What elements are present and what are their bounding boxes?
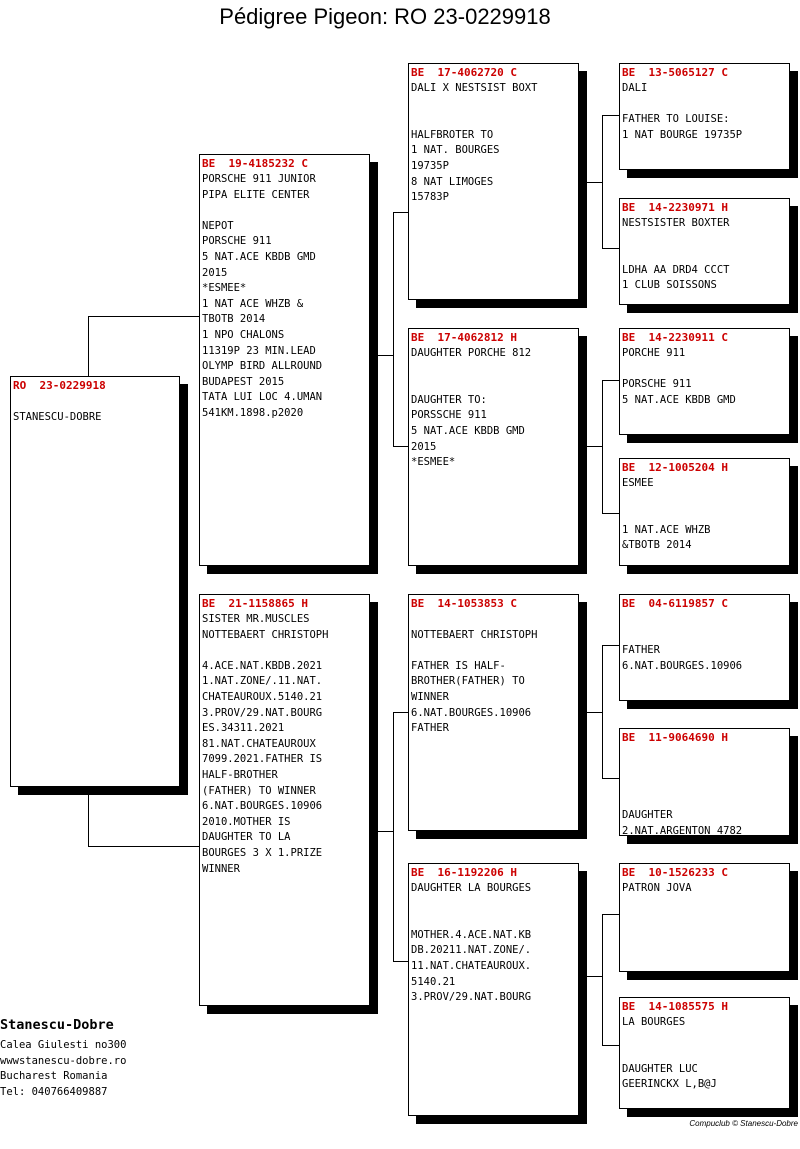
subject-ring-number: RO 23-0229918 [13, 379, 106, 392]
great-grandparent-ring-number: BE 14-2230911 C [622, 331, 728, 344]
spacer [411, 112, 576, 128]
spacer [411, 643, 576, 659]
connector-line [602, 115, 603, 249]
breeder-name: Stanescu-Dobre [0, 1017, 114, 1033]
connector-line [602, 380, 603, 514]
spacer [622, 492, 787, 508]
great-grandparent-card[interactable] [619, 458, 790, 566]
spacer [411, 612, 576, 628]
grandparent-ring-number: BE 16-1192206 H [411, 866, 517, 879]
great-grandparent-info: PORSCHE 911 5 NAT.ACE KBDB GMD [622, 378, 736, 406]
great-grandparent-card[interactable] [619, 997, 790, 1109]
great-grandparent-ring-number: BE 13-5065127 C [622, 66, 728, 79]
sire-card[interactable] [199, 154, 370, 566]
spacer [411, 362, 576, 378]
connector-line [393, 961, 408, 962]
connector-line [393, 712, 408, 713]
spacer [411, 897, 576, 913]
great-grandparent-card[interactable] [619, 728, 790, 836]
subject-name: STANESCU-DOBRE [13, 410, 102, 423]
spacer [622, 507, 787, 523]
great-grandparent-name: ESMEE [622, 477, 654, 489]
sire-ring-number: BE 19-4185232 C [202, 157, 308, 170]
grandparent-card[interactable] [408, 328, 579, 566]
grandparent-name: DAUGHTER LA BOURGES [411, 882, 532, 894]
spacer [622, 1031, 787, 1047]
great-grandparent-ring-number: BE 04-6119857 C [622, 597, 728, 610]
grandparent-info: MOTHER.4.ACE.NAT.KB DB.20211.NAT.ZONE/. 11.NAT.CHATEAUROUX. 5140.21 3.PROV/29.NAT.BOURG [411, 928, 532, 1004]
great-grandparent-card[interactable] [619, 198, 790, 305]
spacer [411, 912, 576, 928]
connector-line [88, 316, 89, 376]
spacer [622, 762, 787, 778]
connector-line [88, 316, 200, 317]
grandparent-card[interactable] [408, 863, 579, 1116]
breeder-website[interactable]: wwwstanescu-dobre.ro [0, 1054, 127, 1067]
great-grandparent-ring-number: BE 11-9064690 H [622, 731, 728, 744]
grandparent-ring-number: BE 17-4062812 H [411, 331, 517, 344]
sire-info: NEPOT PORSCHE 911 5 NAT.ACE KBDB GMD 2015 *ESMEE* 1 NAT ACE WHZB & TBOTB 2014 1 NPO CHALONS 11319P 23 MIN.LEAD OLYMP BIRD ALLROUND BUDAPEST 2015 TATA LUI LOC 4.UMAN 541KM.1898.p2020 [202, 219, 323, 419]
grandparent-card[interactable] [408, 63, 579, 300]
connector-line [602, 513, 620, 514]
connector-line [602, 115, 620, 116]
grandparent-info: DAUGHTER TO: PORSSCHE 911 5 NAT.ACE KBDB GMD 2015 *ESMEE* [411, 393, 525, 469]
dam-info: 4.ACE.NAT.KBDB.2021 1.NAT.ZONE/.11.NAT. CHATEAUROUX.5140.21 3.PROV/29.NAT.BOURG ES.34311.2021 81.NAT.CHATEAUROUX 7099.2021.FATHER IS HALF-BROTHER (FATHER) TO WINNER 6.NAT.BOURGES.10906 2010.MOTHER IS DAUGHTER TO LA BOURGES 3 X 1.PRIZE WINNER [202, 659, 323, 875]
grandparent-ring-number: BE 14-1053853 C [411, 597, 517, 610]
spacer [13, 394, 177, 410]
great-grandparent-info: FATHER TO LOUISE: 1 NAT BOURGE 19735P [622, 113, 743, 141]
great-grandparent-name: DALI [622, 82, 648, 94]
spacer [622, 612, 787, 628]
great-grandparent-ring-number: BE 10-1526233 C [622, 866, 728, 879]
great-grandparent-card[interactable] [619, 863, 790, 972]
connector-line [586, 712, 602, 713]
sire-name: PORSCHE 911 JUNIOR PIPA ELITE CENTER [202, 173, 316, 201]
spacer [622, 362, 787, 378]
breeder-info [0, 1016, 126, 1100]
spacer [622, 1046, 787, 1062]
connector-line [586, 446, 602, 447]
connector-line [602, 645, 603, 779]
dam-name: SISTER MR.MUSCLES NOTTEBAERT CHRISTOPH [202, 613, 329, 641]
subject-pigeon-card[interactable] [10, 376, 180, 787]
spacer [622, 793, 787, 809]
copyright-notice: Compuclub © Stanescu-Dobre [689, 1119, 798, 1128]
connector-line [602, 778, 620, 779]
great-grandparent-info: LDHA AA DRD4 CCCT 1 CLUB SOISSONS [622, 263, 730, 292]
connector-line [602, 914, 603, 1046]
connector-line [393, 446, 408, 447]
great-grandparent-name: NESTSISTER BOXTER [622, 217, 730, 229]
great-grandparent-card[interactable] [619, 328, 790, 435]
grandparent-name: DALI X NESTSIST BOXT [411, 82, 538, 94]
connector-line [393, 212, 394, 447]
great-grandparent-name: PATRON JOVA [622, 882, 692, 894]
great-grandparent-name: LA BOURGES [622, 1016, 686, 1028]
connector-line [602, 914, 620, 915]
connector-line [586, 182, 602, 183]
grandparent-ring-number: BE 17-4062720 C [411, 66, 517, 79]
connector-line [88, 793, 89, 846]
great-grandparent-ring-number: BE 14-2230971 H [622, 201, 728, 214]
spacer [202, 643, 367, 659]
great-grandparent-card[interactable] [619, 63, 790, 170]
spacer [411, 377, 576, 393]
connector-line [602, 1045, 620, 1046]
connector-line [88, 846, 200, 847]
spacer [622, 746, 787, 762]
great-grandparent-info: FATHER 6.NAT.BOURGES.10906 [622, 644, 743, 672]
connector-line [393, 712, 394, 962]
dam-card[interactable] [199, 594, 370, 1006]
great-grandparent-info: DAUGHTER 2.NAT.ARGENTON 4782 [622, 809, 743, 837]
spacer [622, 97, 787, 113]
great-grandparent-info: DAUGHTER LUC GEERINCKX L,B@J [622, 1062, 717, 1091]
page-title: Pédigree Pigeon: RO 23-0229918 [219, 4, 551, 29]
grandparent-name: DAUGHTER PORCHE 812 [411, 347, 532, 359]
connector-line [602, 380, 620, 381]
spacer [411, 97, 576, 113]
grandparent-name: NOTTEBAERT CHRISTOPH [411, 628, 538, 641]
spacer [202, 203, 367, 219]
connector-line [377, 831, 393, 832]
breeder-address: Calea Giulesti no300 [0, 1039, 127, 1051]
great-grandparent-ring-number: BE 12-1005204 H [622, 461, 728, 474]
breeder-city: Bucharest Romania [0, 1070, 108, 1082]
connector-line [602, 248, 620, 249]
great-grandparent-name: PORCHE 911 [622, 347, 686, 359]
connector-line [602, 645, 620, 646]
connector-line [586, 976, 602, 977]
grandparent-card[interactable] [408, 594, 579, 831]
grandparent-info: HALFBROTER TO 1 NAT. BOURGES 19735P 8 NAT LIMOGES 15783P [411, 128, 500, 204]
breeder-phone: Tel: 040766409887 [0, 1085, 108, 1098]
dam-ring-number: BE 21-1158865 H [202, 597, 308, 610]
connector-line [377, 355, 393, 356]
spacer [622, 777, 787, 793]
spacer [622, 628, 787, 644]
connector-line [393, 212, 408, 213]
grandparent-info: FATHER IS HALF- BROTHER(FATHER) TO WINNER 6.NAT.BOURGES.10906 FATHER [411, 659, 532, 735]
spacer [622, 247, 787, 263]
great-grandparent-ring-number: BE 14-1085575 H [622, 1000, 728, 1013]
great-grandparent-info: 1 NAT.ACE WHZB &TBOTB 2014 [622, 523, 711, 552]
great-grandparent-card[interactable] [619, 594, 790, 701]
spacer [622, 232, 787, 248]
